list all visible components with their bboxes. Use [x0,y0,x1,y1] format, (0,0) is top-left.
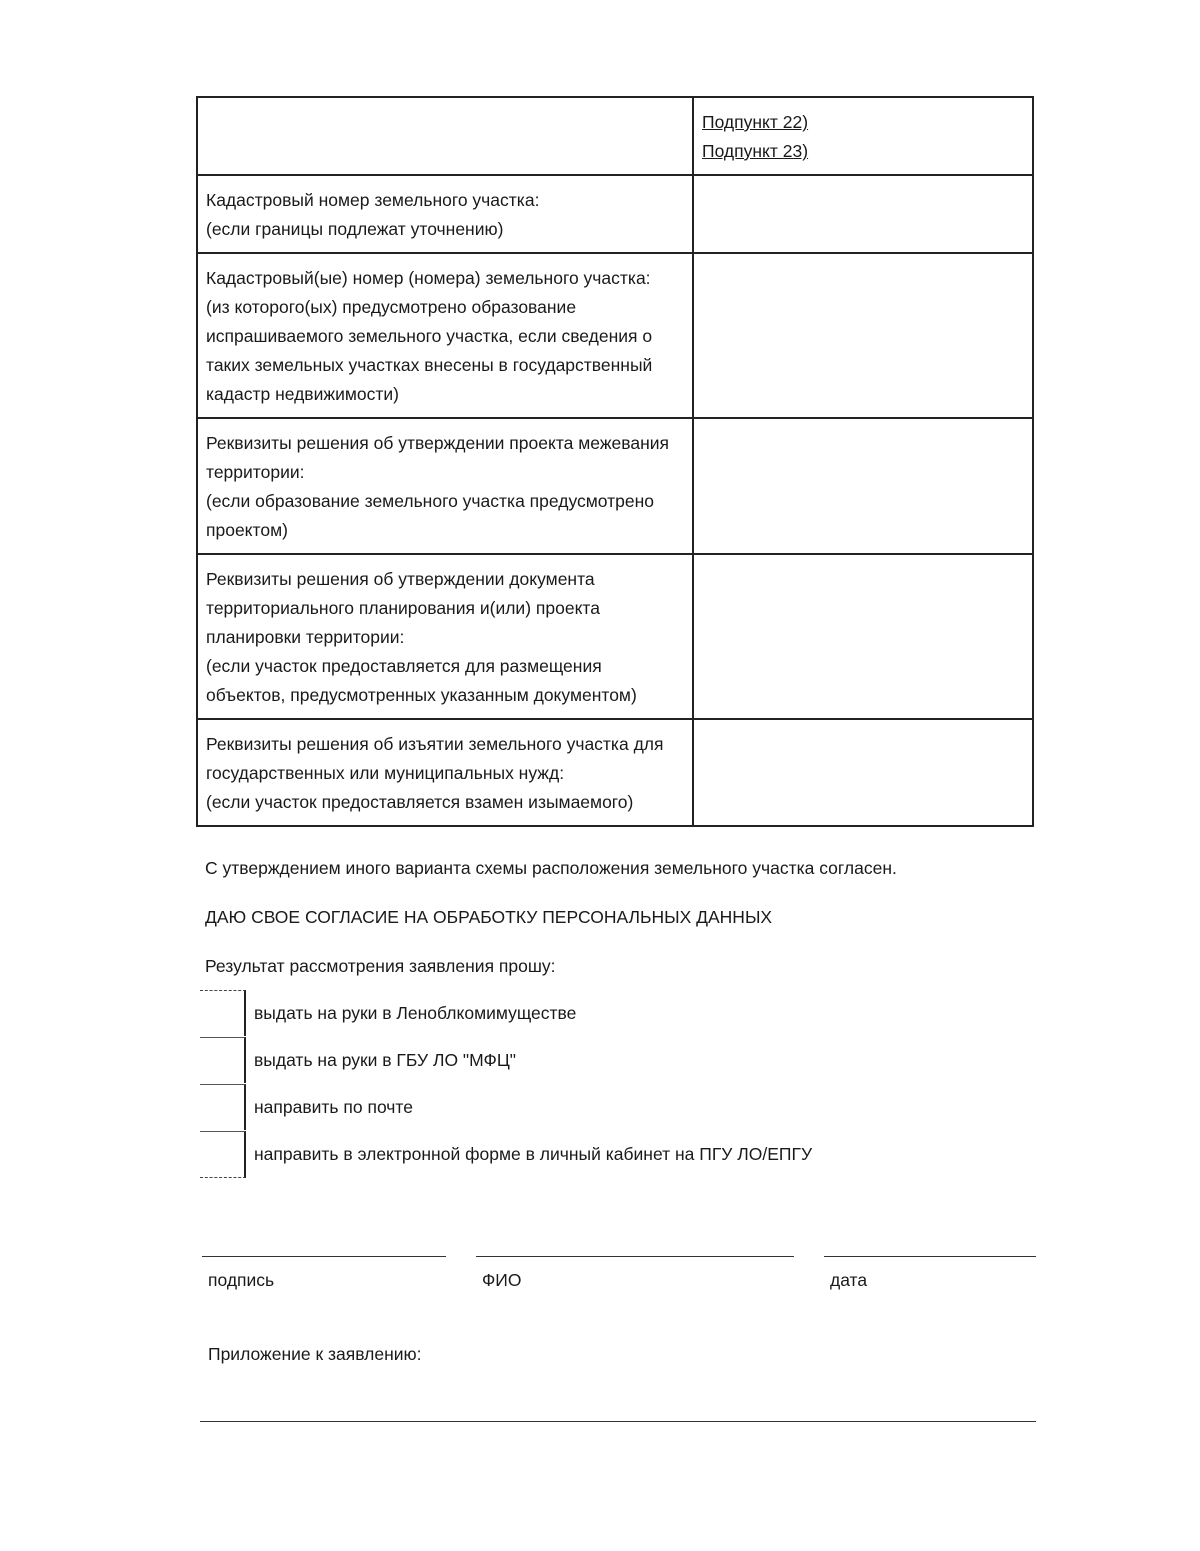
row-label-cell [197,554,693,719]
full-name-label: ФИО [482,1270,522,1290]
option-pickup-lenoblkomimushchestvo[interactable] [200,990,900,1037]
checkbox[interactable] [200,1131,246,1178]
option-label: выдать на руки в Леноблкомимуществе [254,1003,577,1023]
signature-label: подпись [208,1270,275,1290]
survey-project-decision-value-cell[interactable] [693,418,1033,554]
signature-line[interactable] [202,1256,446,1257]
row-label-cell [197,719,693,826]
territorial-planning-decision-label: Реквизиты решения об утверждении документа территориального планирования и(или) проекта планировки территории: [206,569,600,647]
survey-project-decision-note: (если образование земельного участка предусмотрено проектом) [206,491,655,540]
checkbox[interactable] [200,990,246,1036]
row-label-cell [197,253,693,418]
table-row [197,253,1033,418]
cadastral-number-note: (если границы подлежат уточнению) [206,219,504,239]
agreement-statement: С утверждением иного варианта схемы расположения земельного участка согласен. [205,858,897,878]
seizure-decision-value-cell[interactable] [693,719,1033,826]
source-cadastral-numbers-value-cell[interactable] [693,253,1033,418]
personal-data-consent: ДАЮ СВОЕ СОГЛАСИЕ НА ОБРАБОТКУ ПЕРСОНАЛЬНЫХ ДАННЫХ [205,907,773,927]
territorial-planning-decision-value-cell[interactable] [693,554,1033,719]
seizure-decision-label: Реквизиты решения об изъятии земельного участка для государственных или муниципальных нужд: [206,734,664,783]
option-pickup-mfc[interactable] [200,1037,900,1084]
option-label: выдать на руки в ГБУ ЛО "МФЦ" [254,1050,516,1070]
table-row [197,97,1033,175]
date-line[interactable] [824,1256,1036,1257]
cadastral-number-value-cell[interactable] [693,175,1033,253]
option-electronic-cabinet[interactable] [200,1131,900,1178]
subitem-23-link: Подпункт 23) [702,141,809,161]
seizure-decision-note: (если участок предоставляется взамен изымаемого) [206,792,634,812]
row-value-cell[interactable] [693,97,1033,175]
table-row [197,418,1033,554]
result-delivery-prompt: Результат рассмотрения заявления прошу: [205,956,556,976]
row-label-cell [197,175,693,253]
option-by-mail[interactable] [200,1084,900,1131]
annex-label: Приложение к заявлению: [208,1344,422,1364]
cadastral-number-label: Кадастровый номер земельного участка: [206,190,540,210]
row-label-cell [197,97,693,175]
full-name-line[interactable] [476,1256,794,1257]
row-label-cell [197,418,693,554]
checkbox[interactable] [200,1084,246,1130]
option-label: направить по почте [254,1097,413,1117]
date-label: дата [830,1270,868,1290]
territorial-planning-decision-note: (если участок предоставляется для размещения объектов, предусмотренных указанным документом) [206,656,637,705]
table-row [197,719,1033,826]
source-cadastral-numbers-note: (из которого(ых) предусмотрено образование испрашиваемого земельного участка, если сведения о таких земельных участках внесены в государственный кадастр недвижимости) [206,297,653,404]
table-row [197,554,1033,719]
survey-project-decision-label: Реквизиты решения об утверждении проекта межевания территории: [206,433,670,482]
application-details-table [196,96,1034,827]
option-label: направить в электронной форме в личный кабинет на ПГУ ЛО/ЕПГУ [254,1144,813,1164]
source-cadastral-numbers-label: Кадастровый(ые) номер (номера) земельного участка: [206,268,651,288]
delivery-options [200,990,900,1178]
annex-line[interactable] [200,1421,1036,1422]
checkbox[interactable] [200,1037,246,1083]
table-row [197,175,1033,253]
subitem-22-link: Подпункт 22) [702,112,809,132]
